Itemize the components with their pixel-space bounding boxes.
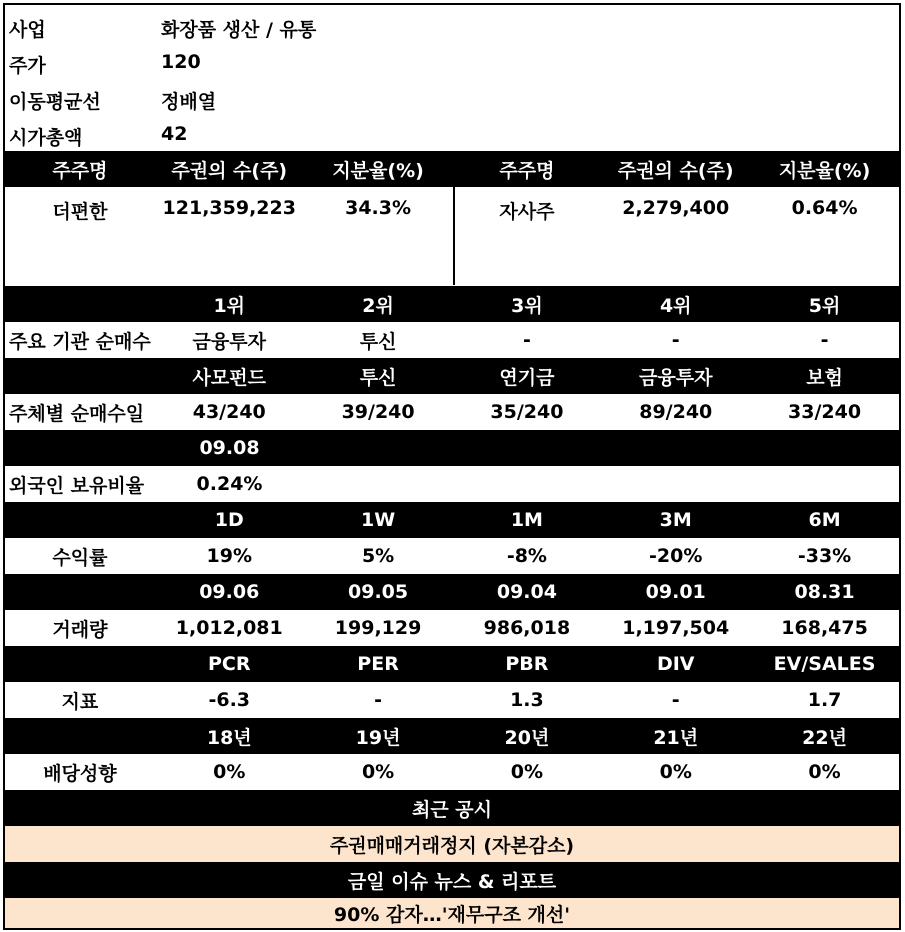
- metrics-label: 지표: [61, 690, 99, 713]
- inst-value: -: [820, 329, 829, 351]
- dividend-year: 19년: [355, 726, 401, 749]
- returns-header: 3M: [659, 509, 692, 531]
- holder-name-header: 주주명: [499, 159, 555, 182]
- days-value: 33/240: [788, 401, 862, 423]
- foreign-date: 09.08: [199, 437, 260, 459]
- returns-header: 1W: [360, 509, 396, 531]
- volume-value: 986,018: [483, 617, 571, 639]
- volume-date: 09.01: [645, 581, 706, 603]
- returns-header: 6M: [808, 509, 841, 531]
- volume-date: 09.06: [199, 581, 260, 603]
- inst-value: 투신: [359, 330, 397, 353]
- volume-row: [5, 610, 899, 646]
- metrics-value: -: [374, 689, 383, 711]
- moving-average-value: 정배열: [161, 91, 217, 113]
- news-item: 90% 감자…'재무구조 개선': [333, 903, 571, 926]
- foreign-label: 외국인 보유비율: [9, 474, 145, 497]
- inst-net-buy-label: 주요 기관 순매수: [9, 330, 151, 353]
- metrics-value: -6.3: [208, 689, 251, 711]
- holder-name: 자사주: [499, 201, 555, 223]
- info-section: [5, 5, 899, 151]
- inst-value: 금융투자: [192, 330, 266, 353]
- days-value: 35/240: [490, 401, 564, 423]
- days-label: 주체별 순매수일: [9, 402, 145, 425]
- inst-value: -: [522, 329, 531, 351]
- days-header: 연기금: [499, 366, 555, 389]
- rank-1: 1위: [213, 294, 246, 317]
- metrics-header: PER: [357, 653, 399, 675]
- returns-value: 19%: [206, 545, 252, 567]
- holders-row: [5, 187, 899, 285]
- holder-shares: 121,359,223: [162, 197, 296, 219]
- volume-date: 09.05: [348, 581, 409, 603]
- rank-4: 4위: [659, 294, 692, 317]
- days-row: [5, 394, 899, 430]
- dividend-year: 20년: [504, 726, 550, 749]
- news-header: [5, 862, 899, 898]
- volume-date: 09.04: [496, 581, 557, 603]
- holder-shares-header: 주권의 수(주): [171, 159, 288, 182]
- inst-net-buy-row: [5, 322, 899, 358]
- dividend-year: 21년: [653, 726, 699, 749]
- dividend-value: 0%: [808, 761, 841, 783]
- days-header: 보험: [806, 366, 843, 389]
- volume-header-row: [5, 574, 899, 610]
- disclosure-row: [5, 826, 899, 862]
- metrics-header: PCR: [207, 653, 251, 675]
- business-label: 사업: [9, 19, 46, 41]
- days-value: 89/240: [639, 401, 713, 423]
- volume-label: 거래량: [52, 618, 108, 641]
- metrics-value: 1.3: [510, 689, 544, 711]
- dividend-value: 0%: [510, 761, 544, 783]
- holder-ratio-header: 지분율(%): [778, 159, 871, 182]
- volume-value: 1,197,504: [622, 617, 730, 639]
- holder-shares: 2,279,400: [622, 197, 730, 219]
- rank-5: 5위: [808, 294, 841, 317]
- holders-divider: [453, 187, 455, 285]
- foreign-value: 0.24%: [196, 473, 263, 495]
- metrics-header-row: [5, 646, 899, 682]
- market-cap-value: 42: [161, 123, 188, 145]
- volume-value: 199,129: [334, 617, 422, 639]
- rank-3: 3위: [511, 294, 543, 317]
- volume-value: 1,012,081: [175, 617, 283, 639]
- inst-rank-row: [5, 286, 899, 322]
- days-value: 39/240: [341, 401, 415, 423]
- dividend-value: 0%: [213, 761, 246, 783]
- business-value: 화장품 생산 / 유통: [161, 19, 317, 41]
- days-header: 사모펀드: [192, 366, 266, 389]
- returns-header-row: [5, 502, 899, 538]
- holder-ratio-header: 지분율(%): [332, 159, 424, 182]
- returns-header: 1M: [510, 509, 543, 531]
- days-header: 투신: [359, 366, 397, 389]
- rank-2: 2위: [362, 294, 394, 317]
- days-header: 금융투자: [639, 366, 713, 389]
- returns-value: 5%: [361, 545, 395, 567]
- foreign-header-row: [5, 430, 899, 466]
- returns-value: -20%: [649, 545, 703, 567]
- news-title: 금일 이슈 뉴스 & 리포트: [347, 870, 557, 893]
- returns-value: -33%: [797, 545, 852, 567]
- news-row: [5, 898, 899, 928]
- inst-value: -: [671, 329, 680, 351]
- dividend-year: 22년: [802, 726, 847, 749]
- dividend-row: [5, 754, 899, 790]
- price-value: 120: [161, 51, 201, 73]
- returns-header: 1D: [214, 509, 244, 531]
- volume-date: 08.31: [794, 581, 855, 603]
- returns-label: 수익률: [52, 546, 108, 569]
- holder-ratio: 0.64%: [791, 197, 858, 219]
- dividend-year: 18년: [206, 726, 252, 749]
- holder-shares-header: 주권의 수(주): [617, 159, 734, 182]
- returns-row: [5, 538, 899, 574]
- dividend-value: 0%: [361, 761, 395, 783]
- holders-header-row: [5, 151, 899, 187]
- holder-name-header: 주주명: [52, 159, 108, 182]
- disclosure-item: 주권매매거래정지 (자본감소): [329, 834, 575, 857]
- stock-summary-sheet: [3, 3, 901, 930]
- metrics-value: 1.7: [807, 689, 842, 711]
- metrics-header: DIV: [656, 653, 695, 675]
- metrics-value: -: [671, 689, 680, 711]
- holder-ratio: 34.3%: [345, 197, 412, 219]
- dividend-label: 배당성향: [43, 762, 117, 785]
- dividend-header-row: [5, 718, 899, 754]
- foreign-row: [5, 466, 899, 502]
- dividend-value: 0%: [659, 761, 692, 783]
- metrics-row: [5, 682, 899, 718]
- disclosure-header: [5, 790, 899, 826]
- holder-name: 더편한: [52, 201, 108, 223]
- days-value: 43/240: [192, 401, 266, 423]
- price-label: 주가: [9, 55, 46, 77]
- moving-average-label: 이동평균선: [9, 91, 101, 113]
- market-cap-label: 시가총액: [9, 127, 83, 149]
- returns-value: -8%: [506, 545, 547, 567]
- metrics-header: PBR: [505, 653, 549, 675]
- days-header-row: [5, 358, 899, 394]
- disclosure-title: 최근 공시: [411, 798, 493, 821]
- metrics-header: EV/SALES: [773, 653, 876, 675]
- volume-value: 168,475: [781, 617, 868, 639]
